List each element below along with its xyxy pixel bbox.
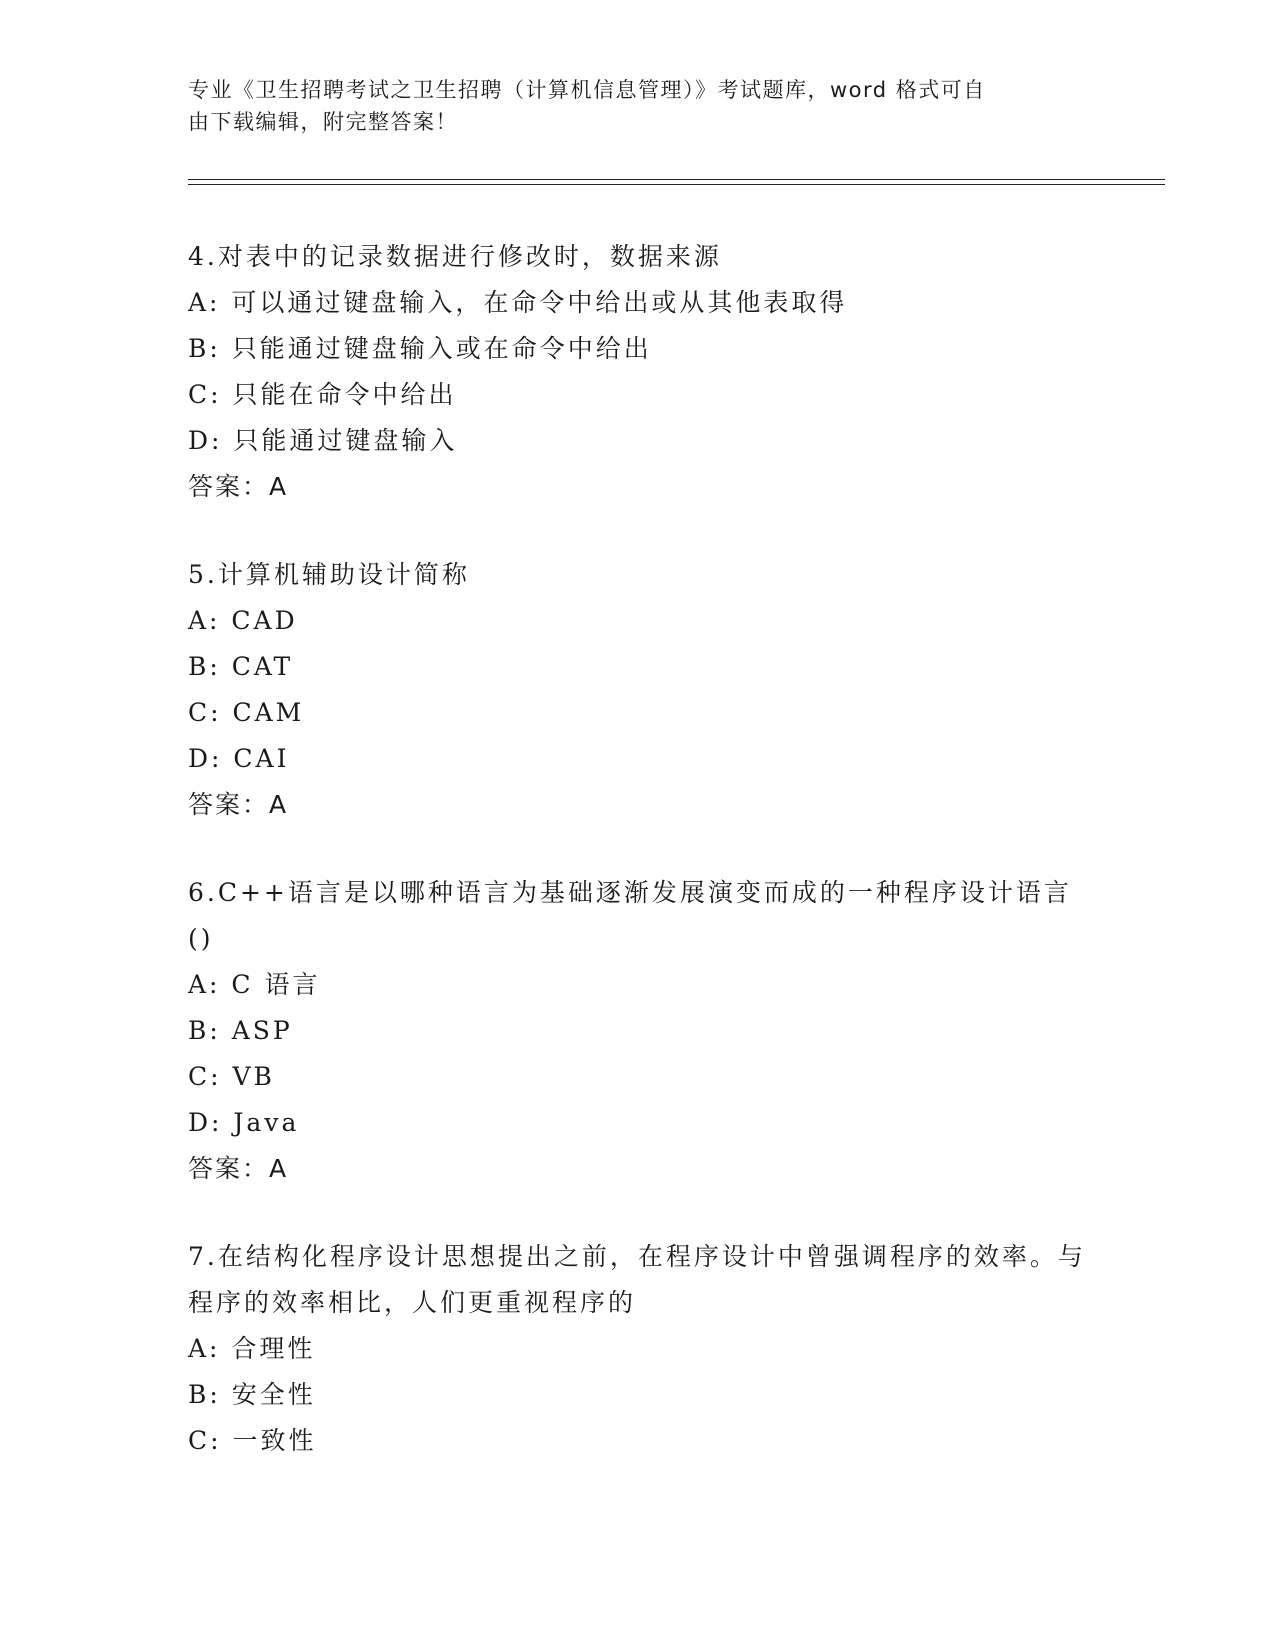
option-b: B: CAT: [188, 652, 294, 681]
question-6: [188, 870, 1088, 1192]
option-b: B: ASP: [188, 1016, 293, 1045]
question-stem: 7.在结构化程序设计思想提出之前，在程序设计中曾强调程序的效率。与程序的效率相比，人们更重视程序的: [188, 1242, 1086, 1317]
header-divider-bottom: [188, 184, 1165, 185]
option-a: A: CAD: [188, 606, 298, 635]
header-line-2: 由下载编辑，附完整答案！: [188, 110, 458, 134]
question-7: [188, 1234, 1088, 1464]
answer-label: 答案：A: [188, 1154, 289, 1183]
header-divider-top: [188, 179, 1165, 180]
question-stem: 5.计算机辅助设计简称: [188, 560, 470, 589]
question-5: [188, 552, 1088, 828]
option-c: C: VB: [188, 1062, 275, 1091]
option-a: A: 可以通过键盘输入，在命令中给出或从其他表取得: [188, 288, 848, 317]
document-header: [188, 74, 1078, 138]
question-4: [188, 234, 1088, 510]
question-stem: 6.C++语言是以哪种语言为基础逐渐发展演变而成的一种程序设计语言(): [188, 878, 1072, 953]
option-d: D: CAI: [188, 744, 290, 773]
question-stem: 4.对表中的记录数据进行修改时，数据来源: [188, 242, 722, 271]
answer-label: 答案：A: [188, 790, 289, 819]
option-b: B: 安全性: [188, 1380, 316, 1409]
option-c: C: 一致性: [188, 1426, 317, 1455]
option-a: A: 合理性: [188, 1334, 316, 1363]
question-list: [188, 234, 1088, 1506]
answer-label: 答案：A: [188, 472, 289, 501]
option-c: C: 只能在命令中给出: [188, 380, 457, 409]
option-b: B: 只能通过键盘输入或在命令中给出: [188, 334, 652, 363]
header-line-1: 专业《卫生招聘考试之卫生招聘（计算机信息管理）》考试题库，word 格式可自: [188, 78, 986, 102]
option-d: D: Java: [188, 1108, 300, 1137]
option-c: C: CAM: [188, 698, 305, 727]
option-a: A: C 语言: [188, 970, 321, 999]
option-d: D: 只能通过键盘输入: [188, 426, 458, 455]
